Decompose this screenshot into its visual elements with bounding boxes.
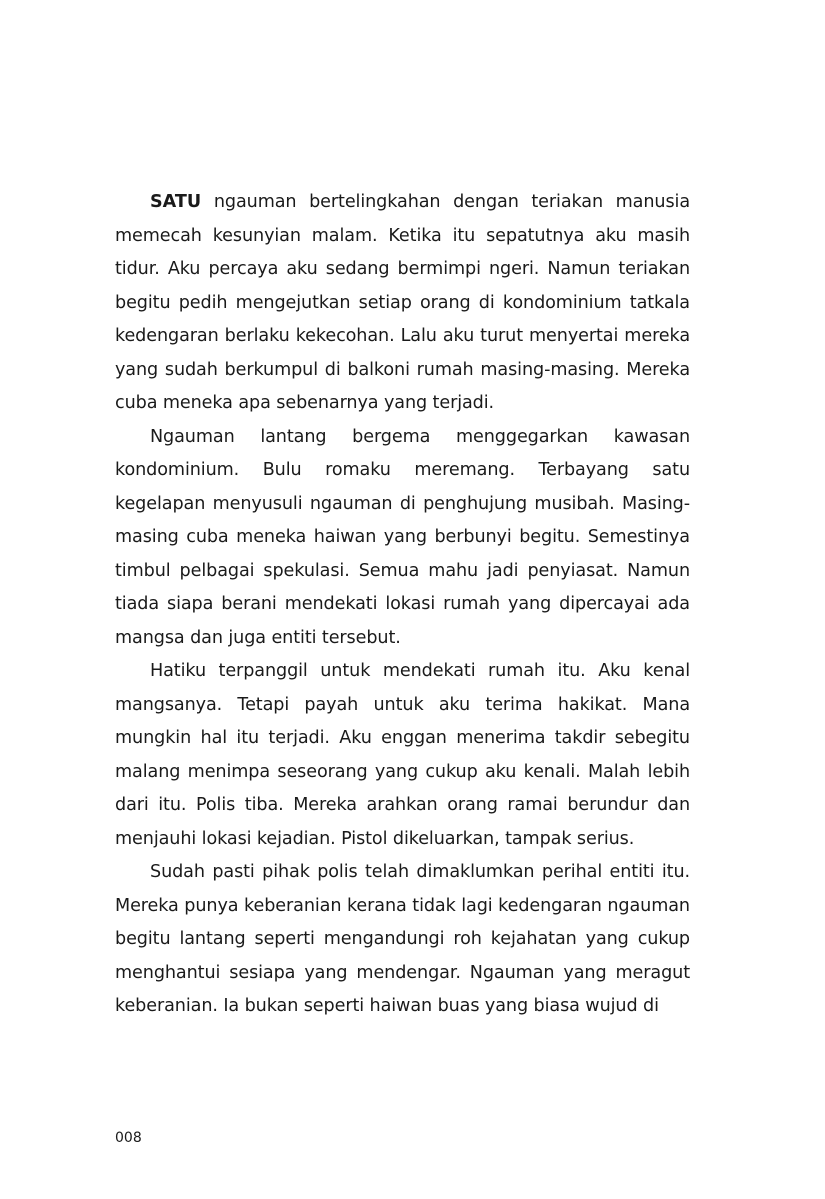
page-number: 008 xyxy=(115,1130,142,1146)
paragraph-2-text: Ngauman lantang bergema menggegarkan kawasan kondominium. Bulu romaku meremang. Terbayang satu kegelapan menyusuli ngauman di penghujung musibah. Masing-masing cuba meneka haiwan yang berbunyi begitu. Semestinya timbul pelbagai spekulasi. Semua mahu jadi penyiasat. Namun tiada siapa berani mendekati lokasi rumah yang dipercayai ada mangsa dan juga entiti tersebut. xyxy=(115,426,690,648)
paragraph-1 xyxy=(115,186,690,421)
paragraph-1-text: ngauman bertelingkahan dengan teriakan manusia memecah kesunyian malam. Ketika itu sepatutnya aku masih tidur. Aku percaya aku sedang bermimpi ngeri. Namun teriakan begitu pedih mengejutkan setiap orang di kondominium tatkala kedengaran berlaku kekecohan. Lalu aku turut menyertai mereka yang sudah berkumpul di balkoni rumah masing-masing. Mereka cuba meneka apa sebenarnya yang terjadi. xyxy=(115,192,690,413)
paragraph-3-text: Hatiku terpanggil untuk mendekati rumah itu. Aku kenal mangsanya. Tetapi payah untuk aku terima hakikat. Mana mungkin hal itu terjadi. Aku enggan menerima takdir sebegitu malang menimpa seseorang yang cukup aku kenali. Malah lebih dari itu. Polis tiba. Mereka arahkan orang ramai berundur dan menjauhi lokasi kejadian. Pistol dikeluarkan, tampak serius. xyxy=(115,661,690,849)
paragraph-4 xyxy=(115,856,690,1024)
chapter-lead-word: SATU xyxy=(150,192,202,212)
paragraph-3 xyxy=(115,655,690,856)
paragraph-2 xyxy=(115,421,690,656)
page-body xyxy=(115,186,690,1024)
paragraph-4-text: Sudah pasti pihak polis telah dimaklumkan perihal entiti itu. Mereka punya keberanian kerana tidak lagi kedengaran ngauman begitu lantang seperti mengandungi roh kejahatan yang cukup menghantui sesiapa yang mendengar. Ngauman yang meragut keberanian. Ia bukan seperti haiwan buas yang biasa wujud di xyxy=(115,862,690,1016)
